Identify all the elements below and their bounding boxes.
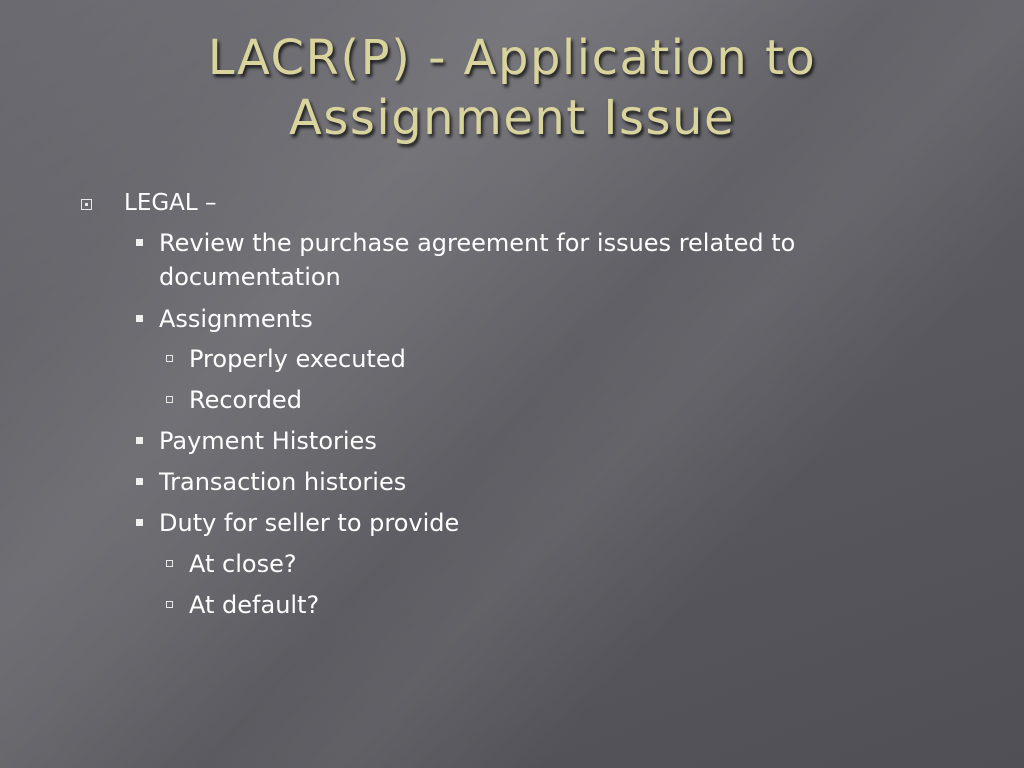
filled-square-bullet-icon [136,437,143,444]
filled-square-bullet-icon [136,478,143,485]
title-line-2: Assignment Issue [289,90,735,146]
bullet-at-close: At close? [189,550,297,578]
title-line-1: LACR(P) - Application to [207,30,817,86]
bullet-recorded: Recorded [189,386,302,414]
hollow-square-bullet-icon [166,560,173,567]
bullet-review-purchase-agreement: Review the purchase agreement for issues related to [159,229,796,257]
bullet-properly-executed: Properly executed [189,345,406,373]
bullet-assignments: Assignments [159,305,313,333]
filled-square-bullet-icon [136,239,143,246]
bullet-transaction-histories: Transaction histories [159,468,407,496]
hollow-square-bullet-icon [166,355,173,362]
bullet-legal: LEGAL – [124,190,217,216]
bullet-at-default: At default? [189,591,320,619]
filled-square-bullet-icon [136,315,143,322]
bullet-payment-histories: Payment Histories [159,427,377,455]
bullet-review-continuation: documentation [159,263,341,291]
hollow-square-bullet-icon [166,396,173,403]
bullet-duty-for-seller: Duty for seller to provide [159,509,460,537]
square-dot-bullet-icon [81,199,92,210]
filled-square-bullet-icon [136,519,143,526]
hollow-square-bullet-icon [166,601,173,608]
